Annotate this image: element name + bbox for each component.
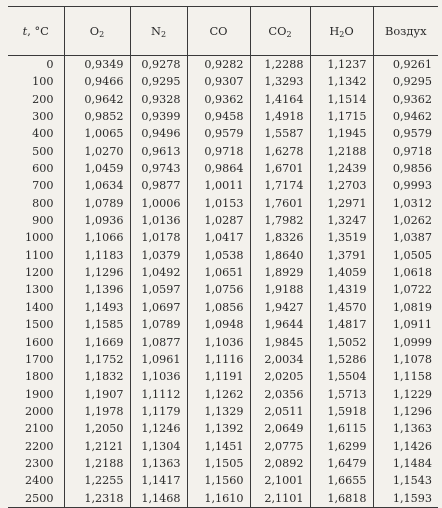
- cell-o2: 0,9466: [64, 73, 130, 90]
- table-row: [8, 143, 438, 160]
- cell-n2: 1,0006: [130, 195, 187, 212]
- cell-o2: 1,1585: [64, 316, 130, 333]
- cell-temperature: 2000: [25, 404, 54, 418]
- cell-co: 0,9362: [187, 91, 250, 108]
- cell-n2: 0,9877: [130, 177, 187, 194]
- cell-temperature: 1100: [25, 248, 54, 262]
- cell-n2: 0,9613: [130, 143, 187, 160]
- cell-air: 1,1543: [373, 472, 438, 489]
- cell-o2: 1,0270: [64, 143, 130, 160]
- cell-o2: 1,2255: [64, 472, 130, 489]
- cell-co2: 2,0356: [250, 386, 310, 403]
- cell-o2: 1,1183: [64, 247, 130, 264]
- cell-co2: 1,6701: [250, 160, 310, 177]
- header-h2o: $H_2O$: [310, 7, 373, 56]
- table-row: [8, 281, 438, 298]
- cell-air: 1,0312: [373, 195, 438, 212]
- cell-h2o: 1,4059: [310, 264, 373, 281]
- cell-air: 0,9462: [373, 108, 438, 125]
- header-air: Воздух: [373, 7, 438, 56]
- cell-n2: 1,1246: [130, 420, 187, 437]
- cell-air: 1,1158: [373, 368, 438, 385]
- table-row: [8, 177, 438, 194]
- cell-temperature: 100: [32, 75, 54, 89]
- cell-air: 1,0911: [373, 316, 438, 333]
- table-row: [8, 420, 438, 437]
- cell-h2o: 1,3247: [310, 212, 373, 229]
- cell-co2: 1,4918: [250, 108, 310, 125]
- heat-capacity-table: [8, 6, 438, 508]
- header-co: CO: [187, 7, 250, 56]
- cell-n2: 1,0597: [130, 281, 187, 298]
- cell-h2o: 1,4817: [310, 316, 373, 333]
- table-row: [8, 299, 438, 316]
- table-row: [8, 108, 438, 125]
- cell-temperature: 1800: [25, 370, 54, 384]
- cell-temperature: 2400: [25, 474, 54, 488]
- cell-n2: 0,9328: [130, 91, 187, 108]
- cell-co2: 2,0511: [250, 403, 310, 420]
- cell-h2o: 1,6115: [310, 420, 373, 437]
- cell-co: 1,1451: [187, 438, 250, 455]
- cell-air: 0,9261: [373, 56, 438, 74]
- cell-h2o: 1,6479: [310, 455, 373, 472]
- cell-co: 1,1116: [187, 351, 250, 368]
- cell-h2o: 1,1715: [310, 108, 373, 125]
- cell-temperature: 700: [32, 179, 54, 193]
- table-row: [8, 368, 438, 385]
- cell-co2: 1,7601: [250, 195, 310, 212]
- cell-co2: 1,9845: [250, 334, 310, 351]
- cell-n2: 1,0136: [130, 212, 187, 229]
- cell-o2: 1,0936: [64, 212, 130, 229]
- cell-co2: 2,0892: [250, 455, 310, 472]
- cell-air: 1,1484: [373, 455, 438, 472]
- cell-h2o: 1,3791: [310, 247, 373, 264]
- cell-n2: 1,1304: [130, 438, 187, 455]
- cell-temperature: 2500: [8, 490, 64, 508]
- table-row: [8, 212, 438, 229]
- cell-co: 1,1610: [187, 490, 250, 508]
- table-row: [8, 455, 438, 472]
- table-row: [8, 438, 438, 455]
- cell-air: 1,1593: [373, 490, 438, 508]
- cell-air: 1,0505: [373, 247, 438, 264]
- cell-temperature: 2200: [25, 439, 54, 453]
- cell-co: 0,9579: [187, 125, 250, 142]
- cell-temperature: 1500: [25, 318, 54, 332]
- cell-o2: 0,9642: [64, 91, 130, 108]
- cell-temperature: 300: [32, 110, 54, 124]
- cell-co2: 1,8929: [250, 264, 310, 281]
- cell-o2: 1,2050: [64, 420, 130, 437]
- table-row: [8, 490, 438, 508]
- cell-h2o: 1,6655: [310, 472, 373, 489]
- cell-n2: 1,1036: [130, 368, 187, 385]
- cell-h2o: 1,6818: [310, 490, 373, 508]
- cell-co: 1,0856: [187, 299, 250, 316]
- table-header-row: [8, 7, 438, 56]
- cell-co2: 1,7174: [250, 177, 310, 194]
- cell-temperature: 2300: [25, 456, 54, 470]
- cell-co: 1,0011: [187, 177, 250, 194]
- cell-co: 0,9864: [187, 160, 250, 177]
- cell-co2: 1,5587: [250, 125, 310, 142]
- cell-h2o: 1,5713: [310, 386, 373, 403]
- table-row: [8, 316, 438, 333]
- cell-air: 0,9295: [373, 73, 438, 90]
- table-row: [8, 334, 438, 351]
- cell-h2o: 1,1237: [310, 56, 373, 74]
- cell-n2: 1,1363: [130, 455, 187, 472]
- cell-o2: 1,0065: [64, 125, 130, 142]
- cell-n2: 0,9399: [130, 108, 187, 125]
- cell-n2: 0,9743: [130, 160, 187, 177]
- cell-h2o: 1,5286: [310, 351, 373, 368]
- cell-temperature: 0: [46, 58, 54, 71]
- cell-h2o: 1,2703: [310, 177, 373, 194]
- cell-o2: 0,9852: [64, 108, 130, 125]
- cell-n2: 1,1468: [130, 490, 187, 508]
- cell-co2: 1,2288: [250, 56, 310, 74]
- cell-temperature: 1000: [25, 231, 54, 245]
- cell-air: 0,9718: [373, 143, 438, 160]
- cell-co: 0,9458: [187, 108, 250, 125]
- cell-h2o: 1,4570: [310, 299, 373, 316]
- table-row: [8, 351, 438, 368]
- cell-n2: 1,0379: [130, 247, 187, 264]
- table-row: [8, 160, 438, 177]
- cell-co2: 1,3293: [250, 73, 310, 90]
- header-n2: $N_2$: [130, 7, 187, 56]
- cell-h2o: 1,2188: [310, 143, 373, 160]
- cell-air: 0,9993: [373, 177, 438, 194]
- cell-h2o: 1,6299: [310, 438, 373, 455]
- header-co2: $CO_2$: [250, 7, 310, 56]
- cell-co: 1,0651: [187, 264, 250, 281]
- cell-co: 1,1036: [187, 334, 250, 351]
- cell-o2: 1,1396: [64, 281, 130, 298]
- cell-n2: 1,1417: [130, 472, 187, 489]
- cell-air: 0,9579: [373, 125, 438, 142]
- table-body: [8, 56, 438, 508]
- cell-o2: 1,1669: [64, 334, 130, 351]
- cell-co2: 1,9644: [250, 316, 310, 333]
- cell-o2: 1,2188: [64, 455, 130, 472]
- cell-temperature: 400: [32, 127, 54, 141]
- cell-air: 1,0819: [373, 299, 438, 316]
- cell-co2: 2,0205: [250, 368, 310, 385]
- cell-n2: 1,0178: [130, 229, 187, 246]
- cell-temperature: 1400: [25, 300, 54, 314]
- table-row: [8, 125, 438, 142]
- cell-o2: 1,1832: [64, 368, 130, 385]
- cell-h2o: 1,1945: [310, 125, 373, 142]
- cell-co2: 2,0034: [250, 351, 310, 368]
- cell-co: 1,1392: [187, 420, 250, 437]
- cell-co: 1,0756: [187, 281, 250, 298]
- cell-h2o: 1,2971: [310, 195, 373, 212]
- cell-temperature: 600: [32, 162, 54, 176]
- cell-air: 1,1296: [373, 403, 438, 420]
- table-row: [8, 247, 438, 264]
- cell-n2: 1,1112: [130, 386, 187, 403]
- cell-co2: 1,9427: [250, 299, 310, 316]
- cell-h2o: 1,1514: [310, 91, 373, 108]
- table-row: [8, 386, 438, 403]
- cell-co: 0,9307: [187, 73, 250, 90]
- cell-air: 1,1426: [373, 438, 438, 455]
- cell-co2: 1,7982: [250, 212, 310, 229]
- cell-temperature: 800: [32, 196, 54, 210]
- cell-air: 1,1229: [373, 386, 438, 403]
- cell-o2: 1,2121: [64, 438, 130, 455]
- cell-n2: 0,9295: [130, 73, 187, 90]
- cell-o2: 1,1066: [64, 229, 130, 246]
- cell-co: 1,0538: [187, 247, 250, 264]
- cell-o2: 1,0789: [64, 195, 130, 212]
- cell-co2: 2,0775: [250, 438, 310, 455]
- cell-o2: 1,1493: [64, 299, 130, 316]
- cell-co2: 2,0649: [250, 420, 310, 437]
- table-row: [8, 73, 438, 90]
- cell-h2o: 1,5504: [310, 368, 373, 385]
- table-row: [8, 264, 438, 281]
- cell-co: 1,0948: [187, 316, 250, 333]
- cell-h2o: 1,2439: [310, 160, 373, 177]
- cell-o2: 1,0634: [64, 177, 130, 194]
- cell-n2: 0,9496: [130, 125, 187, 142]
- cell-temperature: 500: [32, 144, 54, 158]
- cell-temperature: 900: [32, 214, 54, 228]
- table-row: [8, 195, 438, 212]
- cell-n2: 1,0789: [130, 316, 187, 333]
- cell-air: 0,9362: [373, 91, 438, 108]
- cell-co: 1,1262: [187, 386, 250, 403]
- cell-n2: 1,0877: [130, 334, 187, 351]
- table-row: [8, 229, 438, 246]
- header-o2: $O_2$: [64, 7, 130, 56]
- cell-co2: 2,1001: [250, 472, 310, 489]
- cell-temperature: 200: [32, 92, 54, 106]
- cell-temperature: 1300: [25, 283, 54, 297]
- table-row: [8, 472, 438, 489]
- header-temperature: t, °C: [8, 7, 64, 56]
- cell-co: 1,1191: [187, 368, 250, 385]
- cell-h2o: 1,1342: [310, 73, 373, 90]
- table-row: [8, 56, 438, 74]
- cell-o2: 1,1296: [64, 264, 130, 281]
- cell-o2: 1,1752: [64, 351, 130, 368]
- cell-o2: 1,2318: [64, 490, 130, 508]
- cell-h2o: 1,5918: [310, 403, 373, 420]
- cell-co: 1,0153: [187, 195, 250, 212]
- cell-co2: 1,6278: [250, 143, 310, 160]
- cell-co: 1,1560: [187, 472, 250, 489]
- cell-temperature: 1900: [25, 387, 54, 401]
- cell-air: 1,0387: [373, 229, 438, 246]
- cell-air: 1,0722: [373, 281, 438, 298]
- cell-co: 1,0287: [187, 212, 250, 229]
- cell-co: 0,9282: [187, 56, 250, 74]
- cell-o2: 1,0459: [64, 160, 130, 177]
- cell-h2o: 1,4319: [310, 281, 373, 298]
- cell-n2: 1,0961: [130, 351, 187, 368]
- cell-h2o: 1,3519: [310, 229, 373, 246]
- cell-co: 1,0417: [187, 229, 250, 246]
- table-row: [8, 403, 438, 420]
- cell-air: 1,0999: [373, 334, 438, 351]
- cell-o2: 1,1907: [64, 386, 130, 403]
- cell-co2: 1,8326: [250, 229, 310, 246]
- cell-n2: 0,9278: [130, 56, 187, 74]
- cell-co: 0,9718: [187, 143, 250, 160]
- cell-temperature: 1200: [25, 266, 54, 280]
- cell-co2: 1,4164: [250, 91, 310, 108]
- cell-temperature: 2100: [25, 422, 54, 436]
- table-row: [8, 91, 438, 108]
- cell-n2: 1,0697: [130, 299, 187, 316]
- cell-air: 1,0618: [373, 264, 438, 281]
- cell-air: 1,1363: [373, 420, 438, 437]
- cell-n2: 1,0492: [130, 264, 187, 281]
- cell-air: 1,1078: [373, 351, 438, 368]
- cell-co: 1,1505: [187, 455, 250, 472]
- cell-co2: 2,1101: [250, 490, 310, 508]
- cell-o2: 1,1978: [64, 403, 130, 420]
- cell-co2: 1,8640: [250, 247, 310, 264]
- cell-o2: 0,9349: [64, 56, 130, 74]
- cell-n2: 1,1179: [130, 403, 187, 420]
- cell-temperature: 1600: [25, 335, 54, 349]
- cell-air: 1,0262: [373, 212, 438, 229]
- cell-h2o: 1,5052: [310, 334, 373, 351]
- cell-air: 0,9856: [373, 160, 438, 177]
- cell-co: 1,1329: [187, 403, 250, 420]
- cell-temperature: 1700: [25, 352, 54, 366]
- cell-co2: 1,9188: [250, 281, 310, 298]
